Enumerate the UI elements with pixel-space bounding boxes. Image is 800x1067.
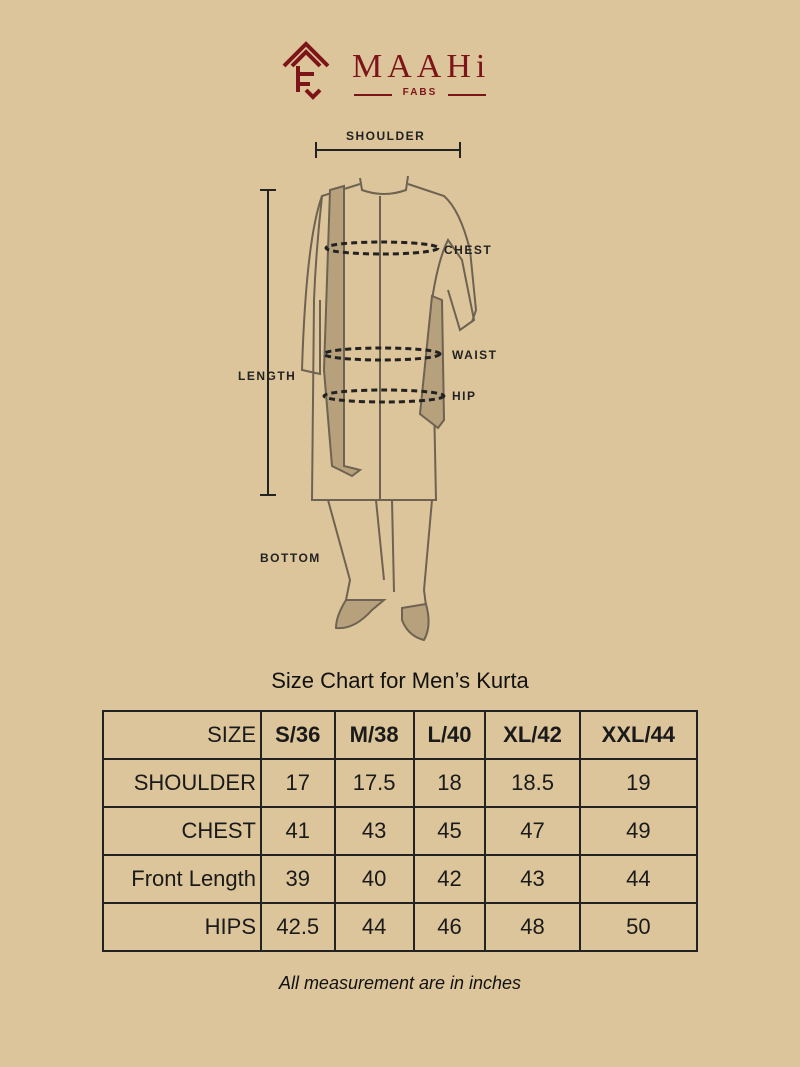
brand-subtitle: FABS: [402, 87, 438, 98]
waist-label: WAIST: [452, 348, 498, 362]
table-cell: 46: [414, 903, 486, 951]
row-label: Front Length: [103, 855, 261, 903]
size-column-header: S/36: [261, 711, 335, 759]
length-label: LENGTH: [238, 369, 297, 383]
size-column-header: XL/42: [485, 711, 579, 759]
size-column-header: XXL/44: [580, 711, 697, 759]
table-cell: 17.5: [335, 759, 414, 807]
hip-label: HIP: [452, 389, 477, 403]
size-column-header: L/40: [414, 711, 486, 759]
table-cell: 44: [580, 855, 697, 903]
table-cell: 39: [261, 855, 335, 903]
row-label: SHOULDER: [103, 759, 261, 807]
table-cell: 18: [414, 759, 486, 807]
table-cell: 44: [335, 903, 414, 951]
table-row-chest: [103, 807, 697, 855]
shoulder-label: SHOULDER: [346, 129, 426, 143]
table-cell: 19: [580, 759, 697, 807]
table-cell: 42: [414, 855, 486, 903]
table-cell: 18.5: [485, 759, 579, 807]
row-label: HIPS: [103, 903, 261, 951]
table-cell: 50: [580, 903, 697, 951]
table-cell: 45: [414, 807, 486, 855]
size-header-label: SIZE: [103, 711, 261, 759]
table-cell: 43: [485, 855, 579, 903]
table-cell: 40: [335, 855, 414, 903]
measurement-footnote: All measurement are in inches: [278, 973, 522, 993]
size-chart-title: Size Chart for Men’s Kurta: [271, 668, 529, 693]
row-label: CHEST: [103, 807, 261, 855]
table-cell: 48: [485, 903, 579, 951]
table-cell: 47: [485, 807, 579, 855]
table-row-shoulder: [103, 759, 697, 807]
table-cell: 41: [261, 807, 335, 855]
table-row-front-length: [103, 855, 697, 903]
brand-name: MAAHi: [352, 48, 491, 85]
table-cell: 43: [335, 807, 414, 855]
table-cell: 42.5: [261, 903, 335, 951]
chest-label: CHEST: [444, 243, 493, 257]
size-column-header: M/38: [335, 711, 414, 759]
size-chart-table: [102, 710, 698, 952]
table-header-row: [103, 711, 697, 759]
table-row-hips: [103, 903, 697, 951]
bottom-label: BOTTOM: [260, 551, 321, 565]
table-cell: 17: [261, 759, 335, 807]
table-cell: 49: [580, 807, 697, 855]
